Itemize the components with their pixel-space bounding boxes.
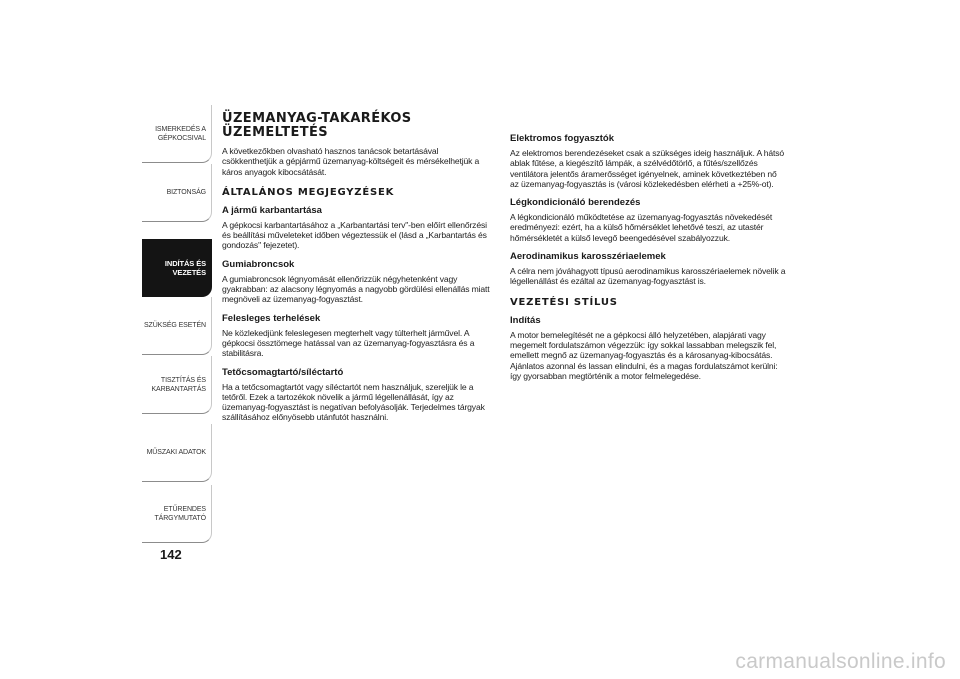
paragraph: A gépkocsi karbantartásához a „Karbantartási terv"-ben előírt ellenőrzési és beállítási műveleteket időben végeztessük el (lásd a „Karbantartás és gondozás" fejezetet). <box>222 219 487 251</box>
paragraph: A motor bemelegítését ne a gépkocsi álló helyzetében, alapjárati vagy megemelt fordulatszámon végezzük: így sokkal lassabban melegszik fel, emellett megnő az üzemanyag-fogyasztás és a károsanyag-kibocsátás. Ajánlatos azonnal és lassan elindulni, és a magas fordulatszámot kerülni: így gyorsabban megtörténik a motor felmelegedése. <box>510 329 778 381</box>
subheading: A jármű karbantartása <box>222 204 322 216</box>
tab-inditas-es-vezetes[interactable] <box>142 239 212 297</box>
right-column <box>510 133 786 389</box>
page-title: ÜZEMANYAG-TAKARÉKOS ÜZEMELTETÉS <box>222 111 412 140</box>
tab-ismerkedes[interactable] <box>142 105 212 163</box>
subheading: Indítás <box>510 314 541 326</box>
subheading: Tetőcsomagtartó/síléctartó <box>222 366 344 378</box>
page-number: 142 <box>160 547 182 562</box>
tab-label: SZÜKSÉG ESETÉN <box>143 322 206 329</box>
tab-label: MŰSZAKI ADATOK <box>146 449 206 456</box>
paragraph: A gumiabroncsok légnyomását ellenőrizzük négyhetenként vagy gyakrabban: az alacsony légnyomás a nagyobb gördülési ellenállás miatt megnöveli az üzemanyag-fogyasztást. <box>222 273 490 305</box>
subheading: Aerodinamikus karosszériaelemek <box>510 251 666 263</box>
subheading: Elektromos fogyasztók <box>510 133 614 144</box>
left-column <box>222 112 494 431</box>
tab-muszaki-adatok[interactable] <box>142 424 212 482</box>
tab-targymutato[interactable] <box>142 485 212 543</box>
intro-paragraph: A következőkben olvasható hasznos tanácsok betartásával csökkenthetjük a gépjármű üzemanyag-költségeit és mérsékelhetjük a káros anyagok kibocsátását. <box>222 146 480 177</box>
tab-biztonsag[interactable] <box>142 164 212 222</box>
paragraph: Ha a tetőcsomagtartót vagy síléctartót nem használjuk, szereljük le a tetőről. Ezek a tartozékok növelik a jármű légellenállását, így az üzemanyag-fogyasztást is negatívan befolyásolják. Terjedelmes tárgyak szállításához előnyösebb utánfutót használni. <box>222 381 485 423</box>
tab-label: BIZTONSÁG <box>166 189 206 196</box>
tab-label: ISMERKEDÉS A GÉPKOCSIVAL <box>155 125 206 142</box>
paragraph: Ne közlekedjünk feleslegesen megterhelt vagy túlterhelt járművel. A gépkocsi össztömege hatással van az üzemanyag-fogyasztásra és a stabilitásra. <box>222 327 475 359</box>
section-heading-general: ÁLTALÁNOS MEGJEGYZÉSEK <box>222 186 395 198</box>
tab-szukseg-eseten[interactable] <box>142 297 212 355</box>
watermark-text: carmanualsonline.info <box>735 650 946 673</box>
subheading: Légkondicionáló berendezés <box>510 197 641 209</box>
section-heading-driving-style: VEZETÉSI STÍLUS <box>510 296 618 308</box>
tab-tisztitas-es-karbantartas[interactable] <box>142 356 212 414</box>
tab-label: INDÍTÁS ÉS VEZETÉS <box>164 258 206 277</box>
subheading: Gumiabroncsok <box>222 258 295 270</box>
tab-label: ETŰRENDES TÁRGYMUTATÓ <box>154 505 206 522</box>
paragraph: Az elektromos berendezéseket csak a szükséges ideig használjuk. A hátsó ablak fűtése, a kiegészítő lámpák, a szélvédőtörlő, a fűtés/szellőzés ventilátora jelentős áramerősséget igényelnek, aminek következtében nő az üzemanyag-fogyasztás is (városi közlekedésben elérheti a +25%-ot). <box>510 148 785 189</box>
subheading: Felesleges terhelések <box>222 312 321 324</box>
paragraph: A célra nem jóváhagyott típusú aerodinamikus karosszériaelemek növelik a légellenállást és ezáltal az üzemanyag-fogyasztást is. <box>510 266 786 287</box>
tab-label: TISZTÍTÁS ÉS KARBANTARTÁS <box>151 376 206 393</box>
paragraph: A légkondicionáló működtetése az üzemanyag-fogyasztás növekedését eredményezi: ezért, ha a külső hőmérséklet lehetővé teszi, az utastér hőmérsékletét a külső levegő beengedésével szabályozzuk. <box>510 212 773 243</box>
